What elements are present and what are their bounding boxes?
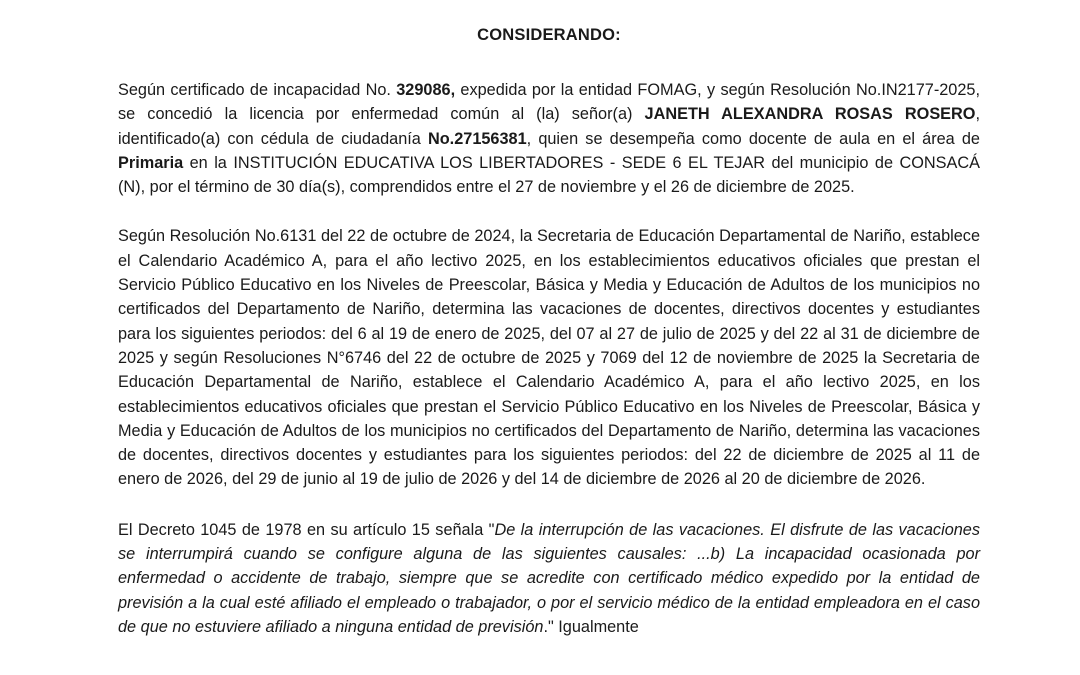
- teacher-name: JANETH ALEXANDRA ROSAS ROSERO: [644, 105, 976, 124]
- paragraph1-text-1: Según certificado de incapacidad No.: [118, 81, 397, 99]
- paragraph-academic-calendar: Según Resolución No.6131 del 22 de octubre de 2024, la Secretaria de Educación Departamental de Nariño, establece el Calendario Académico A, para el año lectivo 2025, en los establecimientos educativos oficiales que prestan el Servicio Público Educativo en los Niveles de Preescolar, Básica y Media y Educación de Adultos de los municipios no certificados del Departamento de Nariño, determina las vacaciones de docentes, directivos docentes y estudiantes para los siguientes periodos: del 6 al 19 de enero de 2025, del 07 al 27 de julio de 2025 y del 22 al 31 de diciembre de 2025 y según Resoluciones N°6746 del 22 de octubre de 2025 y 7069 del 12 de noviembre de 2025 la Secretaria de Educación Departamental de Nariño, establece el Calendario Académico A, para el año lectivo 2025, en los establecimientos educativos oficiales que prestan el Servicio Público Educativo en los Niveles de Preescolar, Básica y Media y Educación de Adultos de los municipios no certificados del Departamento de Nariño, determina las vacaciones de docentes, directivos docentes y estudiantes para los siguientes periodos: del 22 de diciembre de 2025 al 11 de enero de 2026, del 29 de junio al 19 de julio de 2026 y del 14 de diciembre de 2026 al 20 de diciembre de 2026.: [118, 227, 980, 489]
- paragraph-decree: [118, 518, 980, 639]
- paragraph3-text-1: El Decreto 1045 de 1978 en su artículo 15 señala ": [118, 520, 495, 539]
- paragraph-incapacity-certificate: [118, 78, 980, 199]
- paragraph1-text-4: , quien se desempeña como docente de aula en el área de: [526, 129, 980, 148]
- decree-quote: De la interrupción de las vacaciones. El disfrute de las vacaciones se interrumpirá cuando se configure alguna de las siguientes causales: ...b) La incapacidad ocasionada por enfermedad o accidente de trabajo, siempre que se acredite con certificado médico expedido por la entidad de previsión a la cual esté afiliado el empleado o trabajador, o por el servicio médico de la entidad empleadora en el caso de que no estuviere afiliado a ninguna entidad de previsión: [118, 520, 980, 636]
- paragraph1-text-3: , identificado(a) con cédula de ciudadanía: [118, 105, 980, 148]
- paragraph3-text-2: ." Igualmente: [543, 617, 639, 636]
- document-page: [118, 26, 980, 663]
- paragraph1-text-5: en la INSTITUCIÓN EDUCATIVA LOS LIBERTADORES - SEDE 6 EL TEJAR del municipio de CONSACÁ (N), por el término de 30 día(s), comprendidos entre el 27 de noviembre y el 26 de diciembre de 2025.: [118, 153, 980, 197]
- teaching-area: Primaria: [118, 153, 184, 172]
- certificate-number: 329086,: [396, 81, 456, 99]
- id-number: No.27156381: [427, 129, 527, 148]
- section-heading: CONSIDERANDO:: [477, 26, 621, 44]
- paragraph1-text-2: expedida por la entidad FOMAG, y según Resolución No.IN2177-2025, se concedió la licencia por enfermedad común al (la) señor(a): [118, 81, 980, 124]
